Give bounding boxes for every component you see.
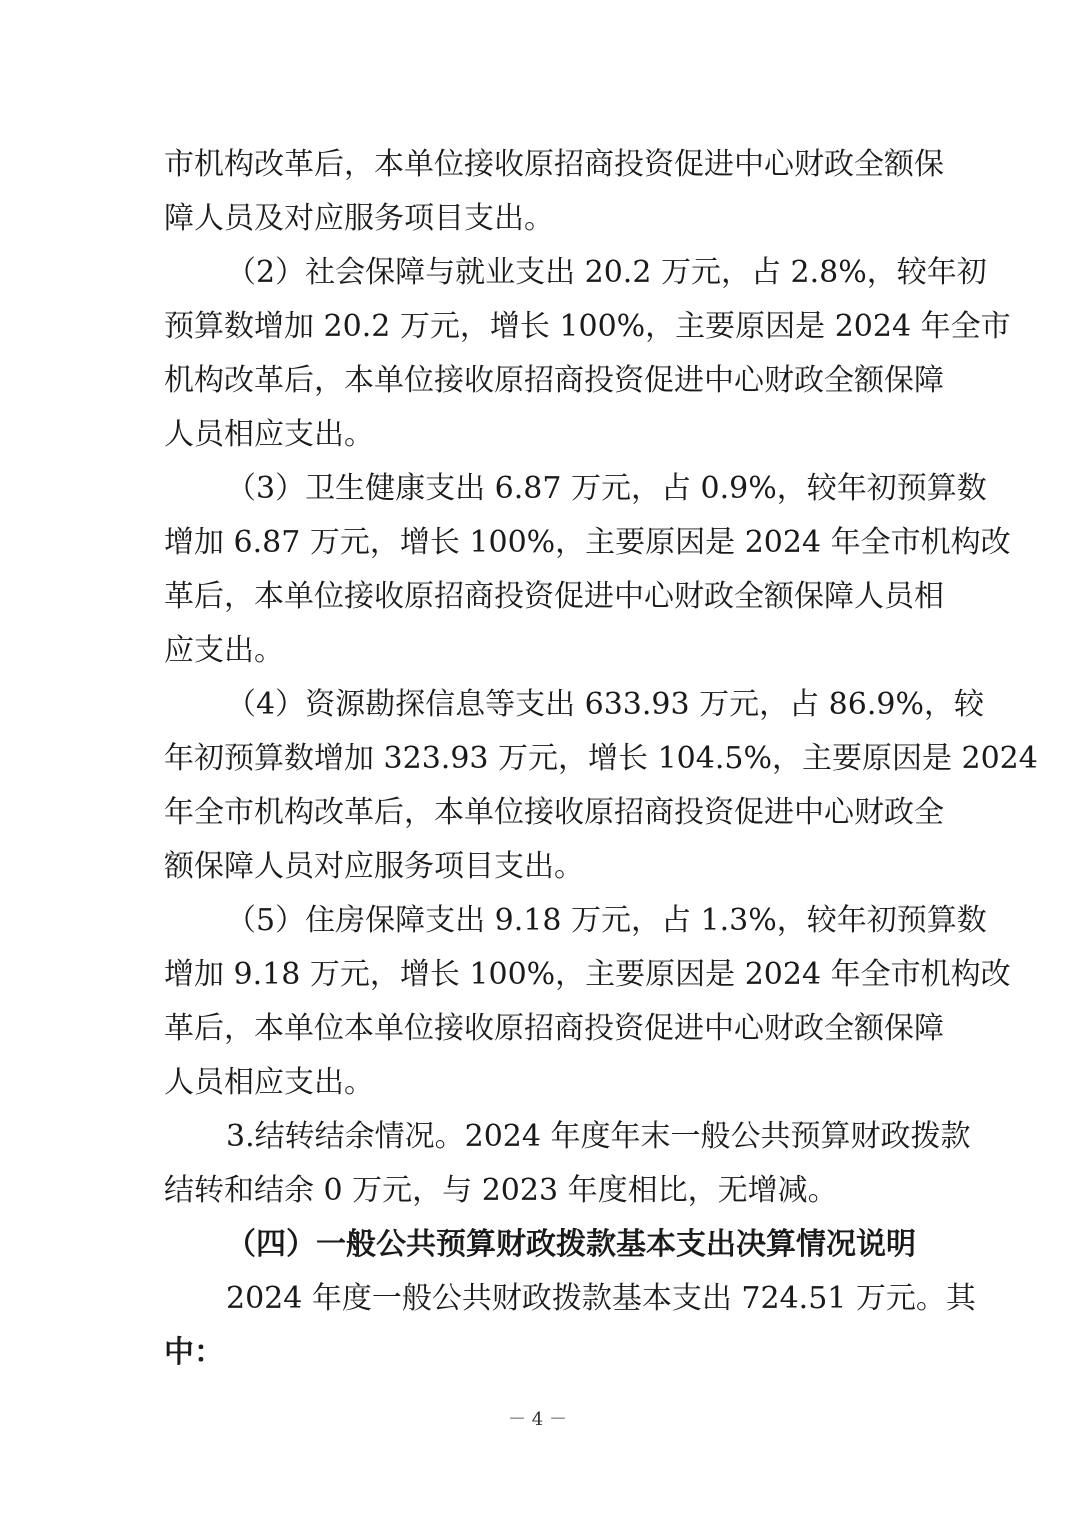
paragraph-line: 结转和结余 0 万元，与 2023 年度相比，无增减。 — [164, 1173, 838, 1208]
paragraph-line: 机构改革后，本单位接收原招商投资促进中心财政全额保障 — [164, 363, 944, 398]
paragraph-line: 障人员及对应服务项目支出。 — [164, 201, 554, 236]
paragraph-line: 人员相应支出。 — [164, 417, 374, 452]
paragraph-line: 年全市机构改革后，本单位接收原招商投资促进中心财政全 — [164, 795, 944, 830]
paragraph-line: （2）社会保障与就业支出 20.2 万元，占 2.8%，较年初 — [226, 255, 987, 290]
paragraph-line: 市机构改革后，本单位接收原招商投资促进中心财政全额保 — [164, 147, 944, 182]
paragraph-line: 革后，本单位接收原招商投资促进中心财政全额保障人员相 — [164, 579, 944, 614]
paragraph-line: 人员相应支出。 — [164, 1065, 374, 1100]
paragraph-line: 年初预算数增加 323.93 万元，增长 104.5%，主要原因是 2024 — [164, 741, 1038, 776]
paragraph-line: 3.结转结余情况。2024 年度年末一般公共预算财政拨款 — [226, 1119, 971, 1154]
paragraph-line: 预算数增加 20.2 万元，增长 100%，主要原因是 2024 年全市 — [164, 309, 1011, 344]
paragraph-line: （5）住房保障支出 9.18 万元，占 1.3%，较年初预算数 — [226, 903, 987, 938]
paragraph-line: 革后，本单位本单位接收原招商投资促进中心财政全额保障 — [164, 1011, 944, 1046]
paragraph-line: （3）卫生健康支出 6.87 万元，占 0.9%，较年初预算数 — [226, 471, 987, 506]
paragraph-line: 额保障人员对应服务项目支出。 — [164, 849, 584, 884]
paragraph-line: 增加 9.18 万元，增长 100%，主要原因是 2024 年全市机构改 — [164, 957, 1011, 992]
page-number: － 4 － — [508, 1409, 567, 1430]
paragraph-line: 应支出。 — [164, 633, 284, 668]
section-heading: （四）一般公共预算财政拨款基本支出决算情况说明 — [226, 1227, 916, 1262]
paragraph-line: 2024 年度一般公共财政拨款基本支出 724.51 万元。其 — [226, 1281, 976, 1316]
paragraph-line: 中： — [164, 1335, 224, 1370]
paragraph-line: （4）资源勘探信息等支出 633.93 万元，占 86.9%，较 — [226, 687, 984, 722]
paragraph-line: 增加 6.87 万元，增长 100%，主要原因是 2024 年全市机构改 — [164, 525, 1011, 560]
